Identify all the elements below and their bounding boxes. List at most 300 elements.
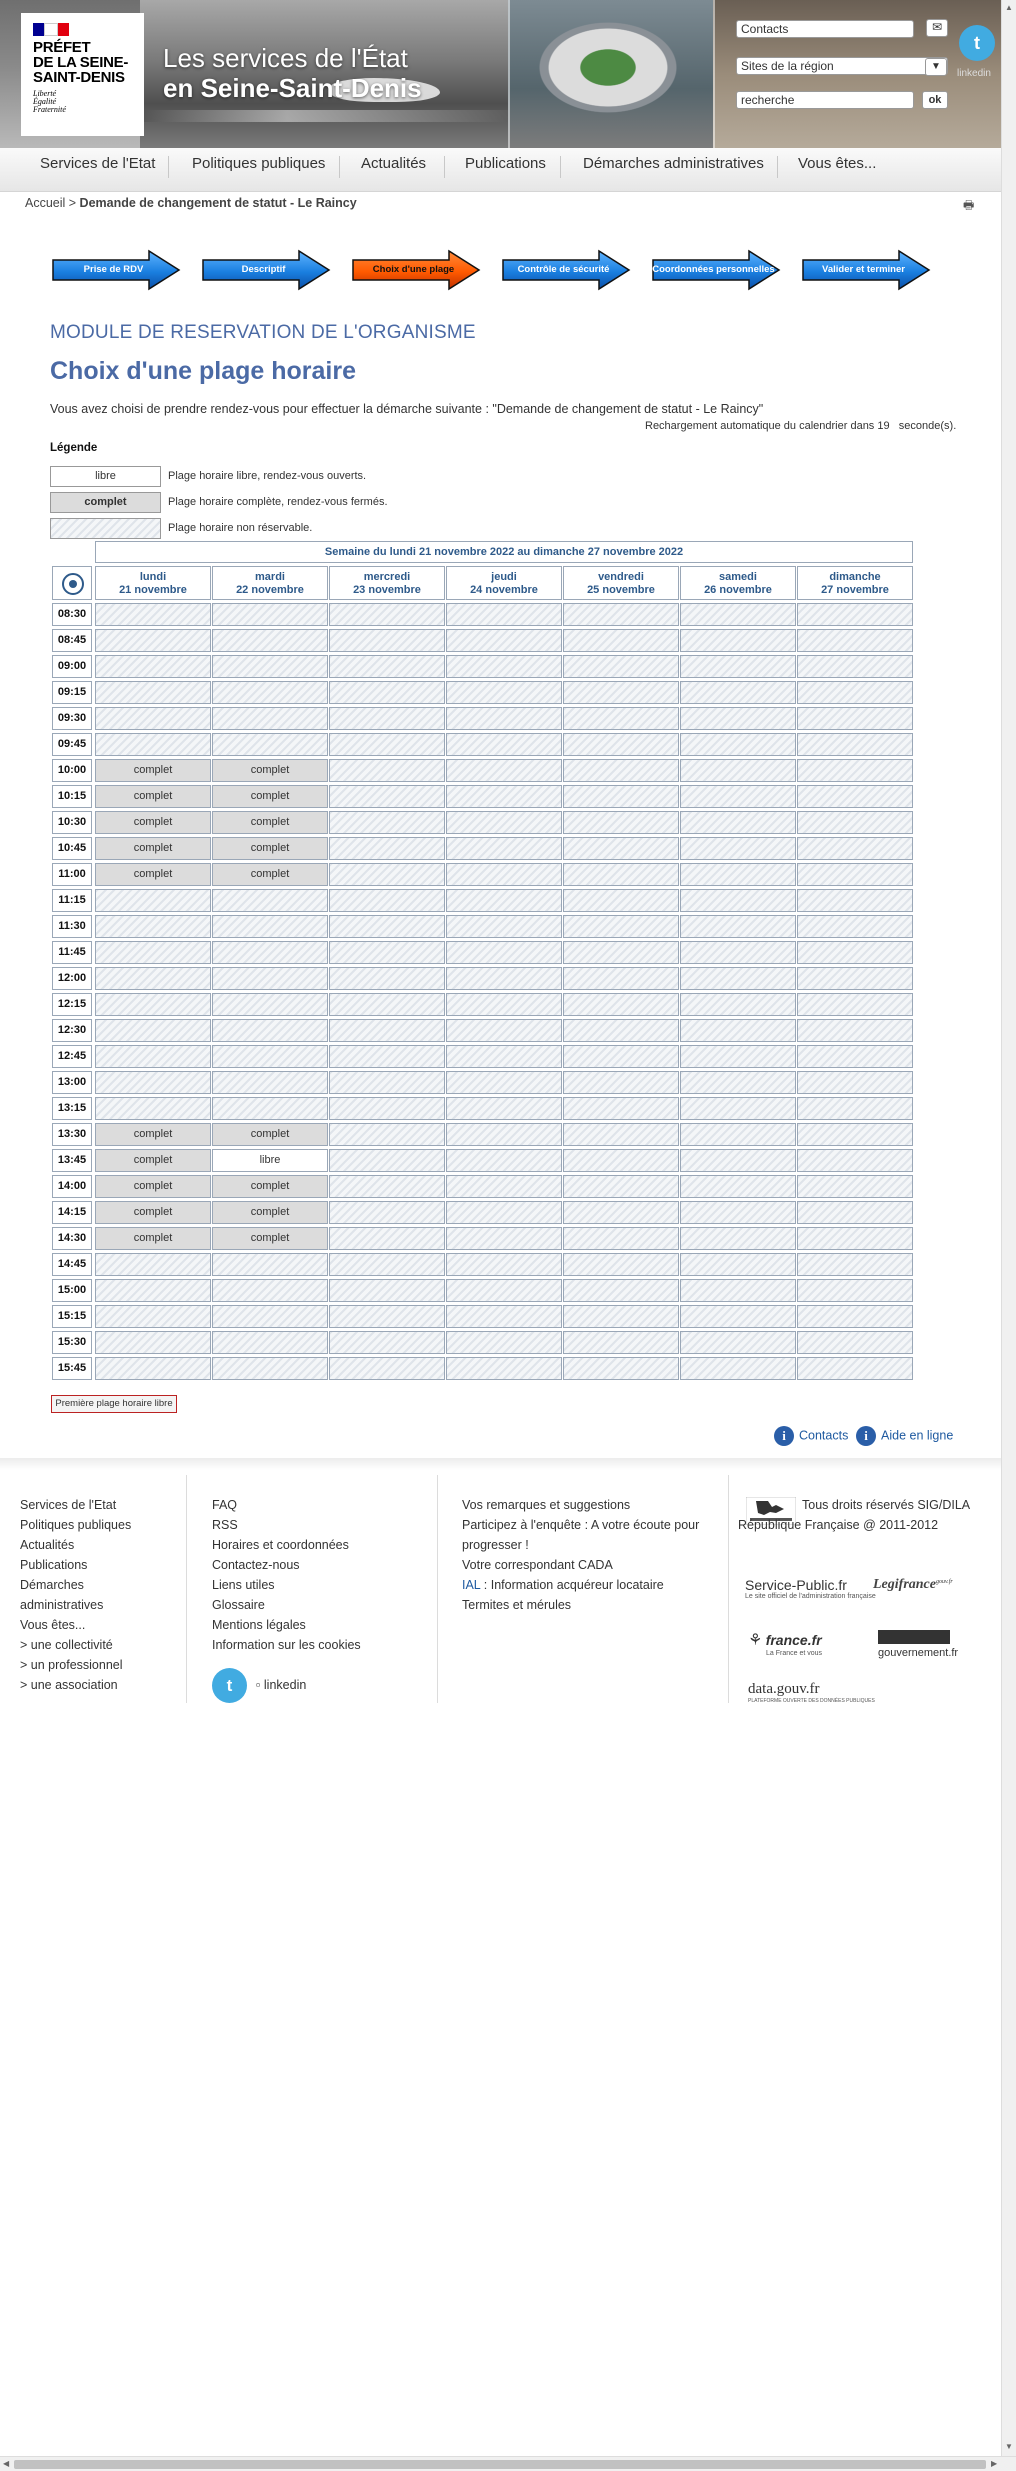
footer-link[interactable]: Horaires et coordonnées [212, 1538, 349, 1552]
time-label: 11:30 [52, 915, 92, 938]
logo-motto: Liberté Égalité Fraternité [33, 89, 66, 114]
slot-unavailable [680, 655, 796, 678]
slot-unavailable [212, 1045, 328, 1068]
footer-rule [0, 1458, 1001, 1470]
legend-box-complet: complet [50, 492, 161, 513]
slot-unavailable [680, 967, 796, 990]
time-label: 10:45 [52, 837, 92, 860]
slot-unavailable [212, 681, 328, 704]
footer-link[interactable]: Services de l'Etat [20, 1498, 117, 1512]
slot-unavailable [797, 629, 913, 652]
footer-link[interactable]: RSS [212, 1518, 238, 1532]
slot-unavailable [446, 837, 562, 860]
prefet-logo[interactable] [21, 13, 144, 136]
footer-link-text: Participez à l'enquête : A votre écoute pour progresser ! [462, 1518, 700, 1552]
legend-title: Légende [50, 442, 98, 454]
calendar-week-label: Semaine du lundi 21 novembre 2022 au dimanche 27 novembre 2022 [95, 541, 913, 563]
slot-complet: complet [95, 863, 211, 886]
slot-unavailable [563, 1019, 679, 1042]
time-label: 14:00 [52, 1175, 92, 1198]
legifrance-sup: gouv.fr [935, 1579, 953, 1585]
scroll-left-icon[interactable]: ◀ [3, 2459, 10, 2468]
slot-unavailable [212, 1357, 328, 1380]
slot-unavailable [446, 1227, 562, 1250]
legend-box-unavailable [50, 518, 161, 539]
slot-unavailable [563, 1175, 679, 1198]
time-label: 15:00 [52, 1279, 92, 1302]
slot-unavailable [797, 1071, 913, 1094]
slot-complet: complet [212, 1123, 328, 1146]
footer-link[interactable] [462, 1575, 702, 1595]
slot-unavailable [563, 733, 679, 756]
slot-unavailable [797, 681, 913, 704]
slot-unavailable [680, 733, 796, 756]
slot-unavailable [446, 1331, 562, 1354]
slot-unavailable [797, 603, 913, 626]
vertical-scrollbar[interactable] [1001, 0, 1016, 2456]
time-label: 10:15 [52, 785, 92, 808]
scroll-up-icon[interactable]: ▲ [1005, 3, 1013, 12]
footer-link[interactable]: Information sur les cookies [212, 1638, 361, 1652]
nav-separator [444, 156, 445, 178]
slot-complet: complet [212, 1175, 328, 1198]
slot-libre[interactable]: libre [212, 1149, 328, 1172]
slot-unavailable [680, 1019, 796, 1042]
refresh-icon [62, 573, 84, 595]
nav-item-services[interactable]: Services de l'Etat [40, 155, 156, 172]
slot-unavailable [797, 993, 913, 1016]
scroll-right-icon[interactable]: ▶ [991, 2459, 998, 2468]
banner-runway [140, 110, 508, 122]
reload-seconds: 19 [877, 420, 890, 432]
slot-unavailable [797, 863, 913, 886]
footer-col-links [212, 1495, 412, 1655]
footer-link[interactable] [462, 1515, 702, 1555]
slot-unavailable [797, 1227, 913, 1250]
slot-unavailable [446, 1201, 562, 1224]
slot-unavailable [329, 1071, 445, 1094]
slot-complet: complet [95, 837, 211, 860]
service-public-name: Service-Public.fr [745, 1577, 847, 1593]
slot-unavailable [563, 1071, 679, 1094]
slot-unavailable [95, 655, 211, 678]
slot-unavailable [446, 941, 562, 964]
step-label: Descriptif [241, 264, 286, 275]
slot-unavailable [797, 1253, 913, 1276]
step-label: Prise de RDV [83, 264, 144, 275]
step-label: Valider et terminer [822, 264, 905, 275]
france-fr-name: france.fr [765, 1632, 822, 1648]
footer-link[interactable]: Contactez-nous [212, 1558, 300, 1572]
slot-complet: complet [212, 837, 328, 860]
time-label: 09:45 [52, 733, 92, 756]
footer-link-text: Vos remarques et suggestions [462, 1498, 631, 1512]
footer-link[interactable]: FAQ [212, 1498, 238, 1512]
slot-unavailable [212, 707, 328, 730]
slot-unavailable [563, 889, 679, 912]
scrollbar-thumb[interactable] [14, 2460, 986, 2469]
banner-divider [713, 0, 715, 148]
breadcrumb-separator: > [65, 196, 80, 210]
day-header-jeudi [446, 566, 562, 600]
slot-unavailable [680, 785, 796, 808]
day-date: 21 novembre [119, 584, 187, 596]
help-online-link[interactable] [856, 1426, 953, 1448]
time-label: 13:00 [52, 1071, 92, 1094]
slot-unavailable [95, 1279, 211, 1302]
slot-unavailable [95, 889, 211, 912]
data-gouv-name: data.gouv.fr [748, 1681, 820, 1697]
slot-unavailable [680, 889, 796, 912]
breadcrumb-home[interactable]: Accueil [25, 196, 66, 210]
slot-unavailable [446, 915, 562, 938]
slot-unavailable [446, 1357, 562, 1380]
slot-unavailable [95, 1097, 211, 1120]
slot-unavailable [446, 889, 562, 912]
slot-complet: complet [212, 863, 328, 886]
reload-countdown [645, 420, 956, 432]
slot-unavailable [563, 629, 679, 652]
slot-unavailable [446, 1045, 562, 1068]
slot-unavailable [329, 1097, 445, 1120]
footer-link[interactable]: > une association [20, 1678, 118, 1692]
nav-item-publications[interactable]: Publications [465, 155, 546, 172]
slot-complet: complet [95, 759, 211, 782]
search-input[interactable]: recherche [736, 91, 914, 109]
footer-rights: Tous droits réservés SIG/DILA République Française @ 2011-2012 [738, 1498, 970, 1532]
slot-unavailable [329, 863, 445, 886]
slot-unavailable [329, 1357, 445, 1380]
logo-title: PRÉFET DE LA SEINE- SAINT-DENIS [33, 39, 129, 86]
slot-unavailable [446, 811, 562, 834]
slot-unavailable [797, 967, 913, 990]
footer-separator [437, 1475, 438, 1703]
footer-twitter-icon[interactable]: t [212, 1668, 247, 1703]
slot-unavailable [212, 629, 328, 652]
banner-stadium-shape [528, 15, 688, 120]
data-gouv-logo[interactable] [748, 1681, 875, 1704]
time-label: 14:15 [52, 1201, 92, 1224]
slot-unavailable [680, 811, 796, 834]
footer-link[interactable]: > une collectivité [20, 1638, 113, 1652]
slot-unavailable [329, 1019, 445, 1042]
time-label: 08:45 [52, 629, 92, 652]
time-label: 09:15 [52, 681, 92, 704]
footer-linkedin-icon[interactable]: ▫ linkedin [256, 1678, 307, 1692]
slot-unavailable [680, 629, 796, 652]
time-label: 13:45 [52, 1149, 92, 1172]
slot-unavailable [797, 1331, 913, 1354]
slot-complet: complet [95, 1149, 211, 1172]
slot-unavailable [95, 707, 211, 730]
slot-unavailable [446, 1123, 562, 1146]
time-label: 12:00 [52, 967, 92, 990]
slot-unavailable [446, 1175, 562, 1198]
slot-unavailable [329, 1279, 445, 1302]
slot-unavailable [212, 993, 328, 1016]
slot-unavailable [680, 863, 796, 886]
step-label: Choix d'une plage [372, 264, 455, 275]
service-public-logo[interactable] [745, 1577, 876, 1600]
slot-unavailable [446, 1149, 562, 1172]
slot-unavailable [563, 1045, 679, 1068]
france-fr-sub: La France et vous [766, 1650, 823, 1657]
slot-unavailable [797, 1149, 913, 1172]
help-contacts-link[interactable] [774, 1426, 848, 1448]
slot-unavailable [95, 603, 211, 626]
footer-link[interactable]: Vous êtes... [20, 1618, 86, 1632]
horizontal-scrollbar[interactable] [0, 2456, 1016, 2471]
first-free-slot-button[interactable]: Première plage horaire libre [51, 1395, 177, 1413]
intro-text: Vous avez choisi de prendre rendez-vous pour effectuer la démarche suivante : "Demande de changement de statut - Le Raincy" [50, 402, 764, 416]
slot-unavailable [212, 1305, 328, 1328]
slot-unavailable [797, 915, 913, 938]
slot-unavailable [680, 837, 796, 860]
footer-link[interactable] [462, 1495, 702, 1515]
slot-unavailable [797, 1279, 913, 1302]
day-name: samedi [719, 571, 757, 583]
search-ok-button[interactable]: ok [922, 91, 948, 109]
footer-link[interactable]: Glossaire [212, 1598, 265, 1612]
slot-unavailable [446, 967, 562, 990]
time-label: 14:45 [52, 1253, 92, 1276]
slot-unavailable [680, 993, 796, 1016]
slot-unavailable [329, 915, 445, 938]
day-name: mercredi [363, 571, 411, 583]
time-label: 12:45 [52, 1045, 92, 1068]
footer-link[interactable]: Politiques publiques [20, 1518, 132, 1532]
slot-unavailable [329, 993, 445, 1016]
site-title-line1: Les services de l'État [163, 43, 408, 73]
slot-unavailable [563, 1149, 679, 1172]
print-icon[interactable]: 🖶 [963, 198, 975, 212]
footer-separator [728, 1475, 729, 1703]
nav-item-vous-etes[interactable]: Vous êtes... [798, 155, 877, 172]
time-label: 13:15 [52, 1097, 92, 1120]
breadcrumb [25, 196, 357, 210]
slot-unavailable [797, 655, 913, 678]
sites-region-select[interactable]: Sites de la région [736, 57, 948, 75]
day-date: 25 novembre [587, 584, 655, 596]
time-label: 10:00 [52, 759, 92, 782]
nav-separator [560, 156, 561, 178]
slot-unavailable [95, 941, 211, 964]
day-header-mardi [212, 566, 328, 600]
slot-unavailable [446, 863, 562, 886]
slot-unavailable [797, 1019, 913, 1042]
slot-unavailable [680, 1123, 796, 1146]
slot-unavailable [329, 811, 445, 834]
slot-unavailable [797, 889, 913, 912]
slot-unavailable [563, 1123, 679, 1146]
slot-complet: complet [95, 1227, 211, 1250]
slot-unavailable [446, 759, 562, 782]
slot-unavailable [563, 811, 679, 834]
footer-link[interactable] [462, 1595, 702, 1615]
slot-unavailable [212, 941, 328, 964]
slot-unavailable [329, 1045, 445, 1068]
slot-unavailable [446, 1019, 562, 1042]
slot-unavailable [446, 1253, 562, 1276]
slot-unavailable [329, 629, 445, 652]
contacts-select[interactable]: Contacts [736, 20, 914, 38]
legend-text-complet: Plage horaire complète, rendez-vous fermés. [168, 496, 388, 508]
slot-complet: complet [95, 1175, 211, 1198]
slot-unavailable [563, 941, 679, 964]
nav-separator [168, 156, 169, 178]
twitter-icon[interactable]: t [959, 25, 995, 61]
slot-unavailable [680, 1227, 796, 1250]
time-label: 09:30 [52, 707, 92, 730]
time-label: 13:30 [52, 1123, 92, 1146]
footer-link[interactable]: Démarches administratives [20, 1578, 104, 1612]
step-label: Contrôle de sécurité [517, 264, 610, 275]
time-label: 12:30 [52, 1019, 92, 1042]
footer-link-text: Votre correspondant CADA [462, 1558, 613, 1572]
gouvernement-logo[interactable] [878, 1630, 958, 1659]
refresh-calendar-button[interactable] [52, 566, 92, 600]
slot-unavailable [797, 1097, 913, 1120]
slot-unavailable [212, 733, 328, 756]
banner-divider [508, 0, 510, 148]
data-gouv-sub: PLATEFORME OUVERTE DES DONNÉES PUBLIQUES [748, 1698, 875, 1704]
time-label: 08:30 [52, 603, 92, 626]
slot-unavailable [446, 707, 562, 730]
french-flag-icon [33, 23, 69, 36]
slot-unavailable [563, 603, 679, 626]
slot-unavailable [563, 759, 679, 782]
footer-link[interactable] [462, 1555, 702, 1575]
slot-unavailable [329, 1123, 445, 1146]
slot-unavailable [212, 889, 328, 912]
slot-unavailable [329, 733, 445, 756]
day-date: 27 novembre [821, 584, 889, 596]
slot-unavailable [563, 915, 679, 938]
legifrance-name: Legifrance [873, 1577, 936, 1592]
slot-unavailable [797, 707, 913, 730]
time-label: 14:30 [52, 1227, 92, 1250]
slot-unavailable [446, 993, 562, 1016]
slot-unavailable [680, 1253, 796, 1276]
slot-unavailable [95, 915, 211, 938]
day-name: lundi [139, 571, 167, 583]
footer-separator [186, 1475, 187, 1703]
slot-unavailable [797, 1123, 913, 1146]
gouvernement-name: gouvernement.fr [878, 1647, 959, 1659]
slot-unavailable [680, 1097, 796, 1120]
slot-unavailable [563, 863, 679, 886]
info-icon: i [774, 1426, 794, 1446]
slot-unavailable [329, 1253, 445, 1276]
slot-unavailable [446, 1279, 562, 1302]
slot-unavailable [95, 993, 211, 1016]
slot-unavailable [446, 1097, 562, 1120]
slot-unavailable [212, 1331, 328, 1354]
slot-unavailable [680, 1279, 796, 1302]
slot-unavailable [680, 915, 796, 938]
linkedin-icon[interactable]: linkedin [957, 68, 991, 79]
slot-unavailable [563, 785, 679, 808]
slot-unavailable [563, 1201, 679, 1224]
footer-link[interactable]: Publications [20, 1558, 88, 1572]
slot-unavailable [680, 941, 796, 964]
scroll-down-icon[interactable]: ▼ [1005, 2442, 1013, 2451]
nav-item-demarches[interactable]: Démarches administratives [583, 155, 764, 172]
footer-link[interactable]: Liens utiles [212, 1578, 275, 1592]
slot-unavailable [563, 1253, 679, 1276]
slot-unavailable [563, 1279, 679, 1302]
slot-unavailable [95, 681, 211, 704]
nav-item-politiques[interactable]: Politiques publiques [192, 155, 326, 172]
day-name: dimanche [829, 571, 881, 583]
day-header-dimanche [797, 566, 913, 600]
slot-unavailable [563, 1227, 679, 1250]
slot-unavailable [329, 681, 445, 704]
slot-unavailable [680, 1331, 796, 1354]
slot-unavailable [329, 889, 445, 912]
slot-unavailable [680, 681, 796, 704]
slot-unavailable [797, 733, 913, 756]
day-header-lundi [95, 566, 211, 600]
footer-link[interactable]: Actualités [20, 1538, 75, 1552]
day-header-vendredi [563, 566, 679, 600]
slot-unavailable [329, 1201, 445, 1224]
slot-unavailable [680, 1045, 796, 1068]
mail-icon[interactable]: ✉ [926, 19, 948, 37]
slot-unavailable [680, 603, 796, 626]
slot-unavailable [329, 1227, 445, 1250]
slot-unavailable [95, 733, 211, 756]
legifrance-logo[interactable] [873, 1577, 953, 1593]
module-title: MODULE DE RESERVATION DE L'ORGANISME [50, 322, 476, 343]
footer-link-text: : Information acquéreur locataire [480, 1578, 664, 1592]
slot-unavailable [797, 1305, 913, 1328]
gouvernement-banner [878, 1630, 950, 1644]
slot-unavailable [797, 1201, 913, 1224]
slot-unavailable [563, 1097, 679, 1120]
slot-unavailable [797, 941, 913, 964]
slot-unavailable [797, 1045, 913, 1068]
slot-unavailable [212, 1279, 328, 1302]
breadcrumb-current: Demande de changement de statut - Le Raincy [79, 196, 357, 210]
site-title[interactable] [163, 43, 422, 103]
slot-unavailable [680, 1071, 796, 1094]
help-contacts-label: Contacts [799, 1428, 849, 1443]
france-fr-logo[interactable]: ⚘ france.fr La France et vous [748, 1632, 823, 1657]
slot-complet: complet [95, 1123, 211, 1146]
day-header-mercredi [329, 566, 445, 600]
slot-unavailable [563, 1357, 679, 1380]
footer-linkedin-alt: linkedin [263, 1678, 307, 1692]
footer-link[interactable]: > un professionnel [20, 1658, 123, 1672]
slot-unavailable [563, 837, 679, 860]
nav-item-actualites[interactable]: Actualités [361, 155, 427, 172]
reload-suffix: seconde(s). [898, 420, 957, 432]
footer-link[interactable]: Mentions légales [212, 1618, 306, 1632]
slot-complet: complet [212, 811, 328, 834]
step-label: Coordonnées personnelles [652, 264, 775, 275]
slot-unavailable [329, 1175, 445, 1198]
time-label: 11:45 [52, 941, 92, 964]
slot-unavailable [95, 1071, 211, 1094]
chevron-down-icon[interactable]: ▼ [925, 58, 947, 76]
slot-complet: complet [212, 785, 328, 808]
slot-unavailable [563, 967, 679, 990]
slot-unavailable [446, 733, 562, 756]
time-label: 09:00 [52, 655, 92, 678]
slot-complet: complet [212, 759, 328, 782]
slot-unavailable [797, 837, 913, 860]
